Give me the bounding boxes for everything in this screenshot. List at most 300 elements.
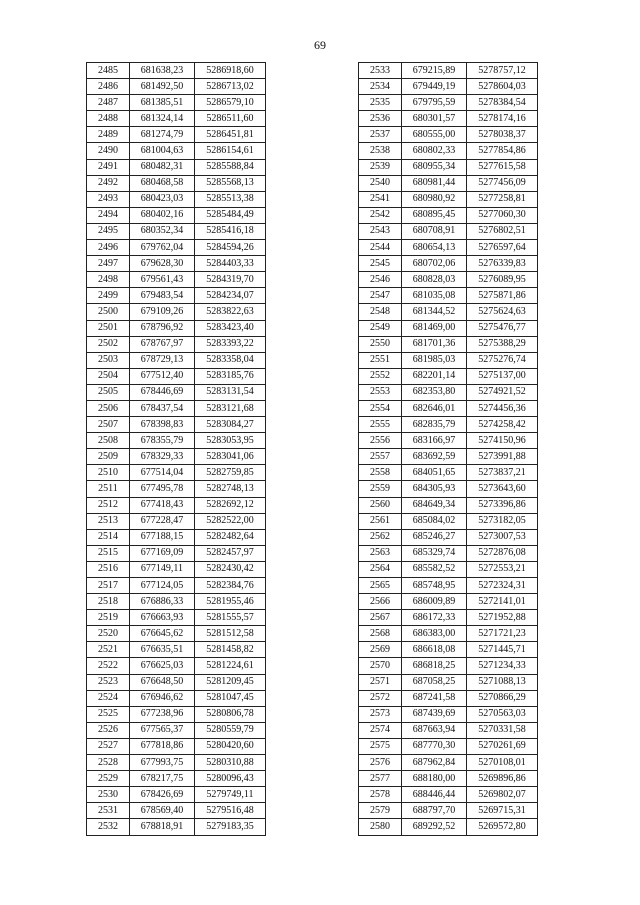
- point-number-cell: 2561: [359, 513, 402, 529]
- y-coordinate-cell: 5282759,85: [195, 465, 266, 481]
- table-row: [359, 690, 538, 706]
- point-number-cell: 2550: [359, 336, 402, 352]
- table-row: [87, 79, 266, 95]
- x-coordinate-cell: 683166,97: [402, 433, 467, 449]
- x-coordinate-cell: 686818,25: [402, 658, 467, 674]
- table-row: [359, 240, 538, 256]
- x-coordinate-cell: 676648,50: [130, 674, 195, 690]
- point-number-cell: 2553: [359, 384, 402, 400]
- table-row: [359, 481, 538, 497]
- point-number-cell: 2502: [87, 336, 130, 352]
- x-coordinate-cell: 677124,05: [130, 578, 195, 594]
- y-coordinate-cell: 5284234,07: [195, 288, 266, 304]
- table-row: [359, 449, 538, 465]
- point-number-cell: 2557: [359, 449, 402, 465]
- point-number-cell: 2533: [359, 63, 402, 79]
- point-number-cell: 2541: [359, 191, 402, 207]
- table-row: [87, 449, 266, 465]
- point-number-cell: 2554: [359, 400, 402, 416]
- x-coordinate-cell: 687439,69: [402, 706, 467, 722]
- x-coordinate-cell: 679795,59: [402, 95, 467, 111]
- x-coordinate-cell: 678355,79: [130, 433, 195, 449]
- point-number-cell: 2580: [359, 819, 402, 835]
- point-number-cell: 2552: [359, 368, 402, 384]
- y-coordinate-cell: 5286579,10: [195, 95, 266, 111]
- table-row: [87, 127, 266, 143]
- y-coordinate-cell: 5281555,57: [195, 610, 266, 626]
- x-coordinate-cell: 688446,44: [402, 787, 467, 803]
- x-coordinate-cell: 677188,15: [130, 529, 195, 545]
- point-number-cell: 2579: [359, 803, 402, 819]
- table-row: [359, 706, 538, 722]
- table-row: [359, 95, 538, 111]
- y-coordinate-cell: 5286511,60: [195, 111, 266, 127]
- table-row: [87, 819, 266, 835]
- y-coordinate-cell: 5281955,46: [195, 594, 266, 610]
- table-row: [87, 803, 266, 819]
- point-number-cell: 2575: [359, 738, 402, 754]
- x-coordinate-cell: 687241,58: [402, 690, 467, 706]
- x-coordinate-cell: 687058,25: [402, 674, 467, 690]
- x-coordinate-cell: 683692,59: [402, 449, 467, 465]
- y-coordinate-cell: 5283131,54: [195, 384, 266, 400]
- x-coordinate-cell: 686009,89: [402, 594, 467, 610]
- table-row: [87, 561, 266, 577]
- point-number-cell: 2487: [87, 95, 130, 111]
- point-number-cell: 2577: [359, 771, 402, 787]
- y-coordinate-cell: 5279749,11: [195, 787, 266, 803]
- table-row: [359, 288, 538, 304]
- y-coordinate-cell: 5283822,63: [195, 304, 266, 320]
- y-coordinate-cell: 5274456,36: [467, 400, 538, 416]
- table-row: [87, 111, 266, 127]
- table-row: [87, 787, 266, 803]
- point-number-cell: 2574: [359, 722, 402, 738]
- point-number-cell: 2488: [87, 111, 130, 127]
- point-number-cell: 2491: [87, 159, 130, 175]
- x-coordinate-cell: 686618,08: [402, 642, 467, 658]
- x-coordinate-cell: 680402,16: [130, 207, 195, 223]
- y-coordinate-cell: 5274921,52: [467, 384, 538, 400]
- y-coordinate-cell: 5270108,01: [467, 755, 538, 771]
- point-number-cell: 2486: [87, 79, 130, 95]
- y-coordinate-cell: 5278174,16: [467, 111, 538, 127]
- table-row: [87, 755, 266, 771]
- x-coordinate-cell: 689292,52: [402, 819, 467, 835]
- point-number-cell: 2527: [87, 738, 130, 754]
- table-row: [87, 352, 266, 368]
- table-row: [359, 545, 538, 561]
- y-coordinate-cell: 5281512,58: [195, 626, 266, 642]
- y-coordinate-cell: 5279183,35: [195, 819, 266, 835]
- y-coordinate-cell: 5281209,45: [195, 674, 266, 690]
- point-number-cell: 2546: [359, 272, 402, 288]
- point-number-cell: 2524: [87, 690, 130, 706]
- x-coordinate-cell: 677993,75: [130, 755, 195, 771]
- point-number-cell: 2505: [87, 384, 130, 400]
- table-row: [87, 207, 266, 223]
- x-coordinate-cell: 681492,50: [130, 79, 195, 95]
- y-coordinate-cell: 5282692,12: [195, 497, 266, 513]
- x-coordinate-cell: 680654,13: [402, 240, 467, 256]
- point-number-cell: 2535: [359, 95, 402, 111]
- x-coordinate-cell: 676946,62: [130, 690, 195, 706]
- table-row: [87, 400, 266, 416]
- x-coordinate-cell: 680482,31: [130, 159, 195, 175]
- x-coordinate-cell: 678217,75: [130, 771, 195, 787]
- x-coordinate-cell: 685329,74: [402, 545, 467, 561]
- x-coordinate-cell: 678398,83: [130, 417, 195, 433]
- table-row: [87, 304, 266, 320]
- point-number-cell: 2569: [359, 642, 402, 658]
- table-row: [359, 803, 538, 819]
- point-number-cell: 2540: [359, 175, 402, 191]
- x-coordinate-cell: 680955,34: [402, 159, 467, 175]
- x-coordinate-cell: 680301,57: [402, 111, 467, 127]
- x-coordinate-cell: 685582,52: [402, 561, 467, 577]
- x-coordinate-cell: 684305,93: [402, 481, 467, 497]
- table-row: [359, 191, 538, 207]
- x-coordinate-cell: 681344,52: [402, 304, 467, 320]
- y-coordinate-cell: 5282522,00: [195, 513, 266, 529]
- point-number-cell: 2559: [359, 481, 402, 497]
- y-coordinate-cell: 5282457,97: [195, 545, 266, 561]
- table-row: [359, 674, 538, 690]
- x-coordinate-cell: 678426,69: [130, 787, 195, 803]
- x-coordinate-cell: 680895,45: [402, 207, 467, 223]
- table-row: [87, 722, 266, 738]
- point-number-cell: 2563: [359, 545, 402, 561]
- x-coordinate-cell: 677149,11: [130, 561, 195, 577]
- table-row: [359, 722, 538, 738]
- point-number-cell: 2556: [359, 433, 402, 449]
- table-row: [359, 819, 538, 835]
- table-row: [359, 497, 538, 513]
- y-coordinate-cell: 5277060,30: [467, 207, 538, 223]
- coordinates-table-left: [86, 62, 266, 836]
- y-coordinate-cell: 5273837,21: [467, 465, 538, 481]
- table-row: [87, 529, 266, 545]
- point-number-cell: 2525: [87, 706, 130, 722]
- point-number-cell: 2578: [359, 787, 402, 803]
- point-number-cell: 2536: [359, 111, 402, 127]
- x-coordinate-cell: 685748,95: [402, 578, 467, 594]
- point-number-cell: 2520: [87, 626, 130, 642]
- coordinates-table-right: [358, 62, 538, 836]
- table-row: [87, 159, 266, 175]
- y-coordinate-cell: 5276597,64: [467, 240, 538, 256]
- y-coordinate-cell: 5272324,31: [467, 578, 538, 594]
- y-coordinate-cell: 5278757,12: [467, 63, 538, 79]
- x-coordinate-cell: 679215,89: [402, 63, 467, 79]
- point-number-cell: 2519: [87, 610, 130, 626]
- point-number-cell: 2493: [87, 191, 130, 207]
- table-row: [87, 223, 266, 239]
- x-coordinate-cell: 681324,14: [130, 111, 195, 127]
- y-coordinate-cell: 5283121,68: [195, 400, 266, 416]
- x-coordinate-cell: 681985,03: [402, 352, 467, 368]
- table-row: [359, 111, 538, 127]
- point-number-cell: 2566: [359, 594, 402, 610]
- table-row: [87, 175, 266, 191]
- point-number-cell: 2530: [87, 787, 130, 803]
- x-coordinate-cell: 680423,03: [130, 191, 195, 207]
- table-row: [87, 288, 266, 304]
- x-coordinate-cell: 682201,14: [402, 368, 467, 384]
- table-row: [359, 755, 538, 771]
- y-coordinate-cell: 5277615,58: [467, 159, 538, 175]
- point-number-cell: 2497: [87, 256, 130, 272]
- x-coordinate-cell: 679483,54: [130, 288, 195, 304]
- x-coordinate-cell: 679449,19: [402, 79, 467, 95]
- table-row: [359, 127, 538, 143]
- table-row: [87, 143, 266, 159]
- point-number-cell: 2492: [87, 175, 130, 191]
- y-coordinate-cell: 5284403,33: [195, 256, 266, 272]
- point-number-cell: 2506: [87, 400, 130, 416]
- point-number-cell: 2565: [359, 578, 402, 594]
- x-coordinate-cell: 678796,92: [130, 320, 195, 336]
- table-row: [359, 79, 538, 95]
- point-number-cell: 2562: [359, 529, 402, 545]
- y-coordinate-cell: 5279516,48: [195, 803, 266, 819]
- y-coordinate-cell: 5270331,58: [467, 722, 538, 738]
- x-coordinate-cell: 677565,37: [130, 722, 195, 738]
- x-coordinate-cell: 677512,40: [130, 368, 195, 384]
- table-row: [87, 513, 266, 529]
- table-row: [87, 481, 266, 497]
- y-coordinate-cell: 5274150,96: [467, 433, 538, 449]
- x-coordinate-cell: 682646,01: [402, 400, 467, 416]
- y-coordinate-cell: 5285484,49: [195, 207, 266, 223]
- point-number-cell: 2514: [87, 529, 130, 545]
- point-number-cell: 2495: [87, 223, 130, 239]
- table-row: [87, 545, 266, 561]
- x-coordinate-cell: 679561,43: [130, 272, 195, 288]
- table-row: [359, 594, 538, 610]
- table-row: [87, 594, 266, 610]
- table-row: [87, 706, 266, 722]
- point-number-cell: 2538: [359, 143, 402, 159]
- x-coordinate-cell: 688797,70: [402, 803, 467, 819]
- point-number-cell: 2504: [87, 368, 130, 384]
- point-number-cell: 2573: [359, 706, 402, 722]
- table-row: [87, 417, 266, 433]
- y-coordinate-cell: 5269802,07: [467, 787, 538, 803]
- page-number: 69: [314, 38, 326, 52]
- y-coordinate-cell: 5276089,95: [467, 272, 538, 288]
- x-coordinate-cell: 685246,27: [402, 529, 467, 545]
- y-coordinate-cell: 5273182,05: [467, 513, 538, 529]
- table-row: [87, 256, 266, 272]
- table-row: [87, 626, 266, 642]
- table-row: [359, 352, 538, 368]
- x-coordinate-cell: 685084,02: [402, 513, 467, 529]
- point-number-cell: 2512: [87, 497, 130, 513]
- point-number-cell: 2560: [359, 497, 402, 513]
- table-row: [87, 63, 266, 79]
- x-coordinate-cell: 678329,33: [130, 449, 195, 465]
- y-coordinate-cell: 5276339,83: [467, 256, 538, 272]
- x-coordinate-cell: 678437,54: [130, 400, 195, 416]
- point-number-cell: 2499: [87, 288, 130, 304]
- x-coordinate-cell: 678818,91: [130, 819, 195, 835]
- point-number-cell: 2543: [359, 223, 402, 239]
- x-coordinate-cell: 687770,30: [402, 738, 467, 754]
- y-coordinate-cell: 5271234,33: [467, 658, 538, 674]
- x-coordinate-cell: 677495,78: [130, 481, 195, 497]
- point-number-cell: 2571: [359, 674, 402, 690]
- point-number-cell: 2531: [87, 803, 130, 819]
- table-row: [87, 610, 266, 626]
- y-coordinate-cell: 5285568,13: [195, 175, 266, 191]
- point-number-cell: 2510: [87, 465, 130, 481]
- x-coordinate-cell: 681274,79: [130, 127, 195, 143]
- table-row: [359, 336, 538, 352]
- table-row: [87, 465, 266, 481]
- table-row: [359, 223, 538, 239]
- point-number-cell: 2507: [87, 417, 130, 433]
- table-row: [359, 400, 538, 416]
- x-coordinate-cell: 681469,00: [402, 320, 467, 336]
- table-row: [359, 384, 538, 400]
- x-coordinate-cell: 678446,69: [130, 384, 195, 400]
- table-row: [359, 417, 538, 433]
- x-coordinate-cell: 677238,96: [130, 706, 195, 722]
- x-coordinate-cell: 680802,33: [402, 143, 467, 159]
- x-coordinate-cell: 677818,86: [130, 738, 195, 754]
- y-coordinate-cell: 5273007,53: [467, 529, 538, 545]
- point-number-cell: 2516: [87, 561, 130, 577]
- x-coordinate-cell: 682353,80: [402, 384, 467, 400]
- x-coordinate-cell: 676645,62: [130, 626, 195, 642]
- y-coordinate-cell: 5283084,27: [195, 417, 266, 433]
- point-number-cell: 2490: [87, 143, 130, 159]
- y-coordinate-cell: 5286154,61: [195, 143, 266, 159]
- y-coordinate-cell: 5283423,40: [195, 320, 266, 336]
- x-coordinate-cell: 681701,36: [402, 336, 467, 352]
- table-row: [359, 561, 538, 577]
- point-number-cell: 2498: [87, 272, 130, 288]
- table-row: [359, 143, 538, 159]
- point-number-cell: 2528: [87, 755, 130, 771]
- y-coordinate-cell: 5273643,60: [467, 481, 538, 497]
- y-coordinate-cell: 5285588,84: [195, 159, 266, 175]
- point-number-cell: 2526: [87, 722, 130, 738]
- y-coordinate-cell: 5286918,60: [195, 63, 266, 79]
- x-coordinate-cell: 687663,94: [402, 722, 467, 738]
- y-coordinate-cell: 5270261,69: [467, 738, 538, 754]
- table-row: [359, 738, 538, 754]
- x-coordinate-cell: 679762,04: [130, 240, 195, 256]
- point-number-cell: 2500: [87, 304, 130, 320]
- point-number-cell: 2523: [87, 674, 130, 690]
- y-coordinate-cell: 5283041,06: [195, 449, 266, 465]
- y-coordinate-cell: 5280806,78: [195, 706, 266, 722]
- point-number-cell: 2534: [359, 79, 402, 95]
- y-coordinate-cell: 5282482,64: [195, 529, 266, 545]
- point-number-cell: 2570: [359, 658, 402, 674]
- table-row: [359, 159, 538, 175]
- y-coordinate-cell: 5284594,26: [195, 240, 266, 256]
- y-coordinate-cell: 5269572,80: [467, 819, 538, 835]
- point-number-cell: 2529: [87, 771, 130, 787]
- point-number-cell: 2555: [359, 417, 402, 433]
- table-row: [359, 63, 538, 79]
- x-coordinate-cell: 682835,79: [402, 417, 467, 433]
- y-coordinate-cell: 5273991,88: [467, 449, 538, 465]
- table-row: [359, 658, 538, 674]
- x-coordinate-cell: 680980,92: [402, 191, 467, 207]
- table-row: [359, 787, 538, 803]
- y-coordinate-cell: 5271721,23: [467, 626, 538, 642]
- y-coordinate-cell: 5271445,71: [467, 642, 538, 658]
- table-row: [87, 674, 266, 690]
- x-coordinate-cell: 687962,84: [402, 755, 467, 771]
- y-coordinate-cell: 5275137,00: [467, 368, 538, 384]
- table-row: [87, 240, 266, 256]
- table-row: [87, 336, 266, 352]
- x-coordinate-cell: 681638,23: [130, 63, 195, 79]
- table-row: [359, 642, 538, 658]
- y-coordinate-cell: 5273396,86: [467, 497, 538, 513]
- table-row: [87, 578, 266, 594]
- y-coordinate-cell: 5275388,29: [467, 336, 538, 352]
- x-coordinate-cell: 684051,65: [402, 465, 467, 481]
- point-number-cell: 2549: [359, 320, 402, 336]
- table-row: [359, 433, 538, 449]
- table-row: [87, 642, 266, 658]
- y-coordinate-cell: 5275871,86: [467, 288, 538, 304]
- y-coordinate-cell: 5286713,02: [195, 79, 266, 95]
- table-row: [359, 529, 538, 545]
- y-coordinate-cell: 5269715,31: [467, 803, 538, 819]
- table-row: [87, 738, 266, 754]
- point-number-cell: 2576: [359, 755, 402, 771]
- table-row: [359, 368, 538, 384]
- x-coordinate-cell: 676886,33: [130, 594, 195, 610]
- table-row: [87, 320, 266, 336]
- table-row: [359, 304, 538, 320]
- y-coordinate-cell: 5280096,43: [195, 771, 266, 787]
- point-number-cell: 2501: [87, 320, 130, 336]
- point-number-cell: 2564: [359, 561, 402, 577]
- x-coordinate-cell: 677169,09: [130, 545, 195, 561]
- y-coordinate-cell: 5272553,21: [467, 561, 538, 577]
- point-number-cell: 2522: [87, 658, 130, 674]
- y-coordinate-cell: 5270866,29: [467, 690, 538, 706]
- y-coordinate-cell: 5283053,95: [195, 433, 266, 449]
- y-coordinate-cell: 5280310,88: [195, 755, 266, 771]
- point-number-cell: 2537: [359, 127, 402, 143]
- table-row: [359, 465, 538, 481]
- y-coordinate-cell: 5285513,38: [195, 191, 266, 207]
- y-coordinate-cell: 5281047,45: [195, 690, 266, 706]
- point-number-cell: 2494: [87, 207, 130, 223]
- y-coordinate-cell: 5277456,09: [467, 175, 538, 191]
- x-coordinate-cell: 680828,03: [402, 272, 467, 288]
- table-row: [87, 191, 266, 207]
- table-row: [87, 497, 266, 513]
- point-number-cell: 2542: [359, 207, 402, 223]
- x-coordinate-cell: 686383,00: [402, 626, 467, 642]
- y-coordinate-cell: 5272876,08: [467, 545, 538, 561]
- x-coordinate-cell: 676663,93: [130, 610, 195, 626]
- point-number-cell: 2548: [359, 304, 402, 320]
- y-coordinate-cell: 5271952,88: [467, 610, 538, 626]
- point-number-cell: 2496: [87, 240, 130, 256]
- point-number-cell: 2508: [87, 433, 130, 449]
